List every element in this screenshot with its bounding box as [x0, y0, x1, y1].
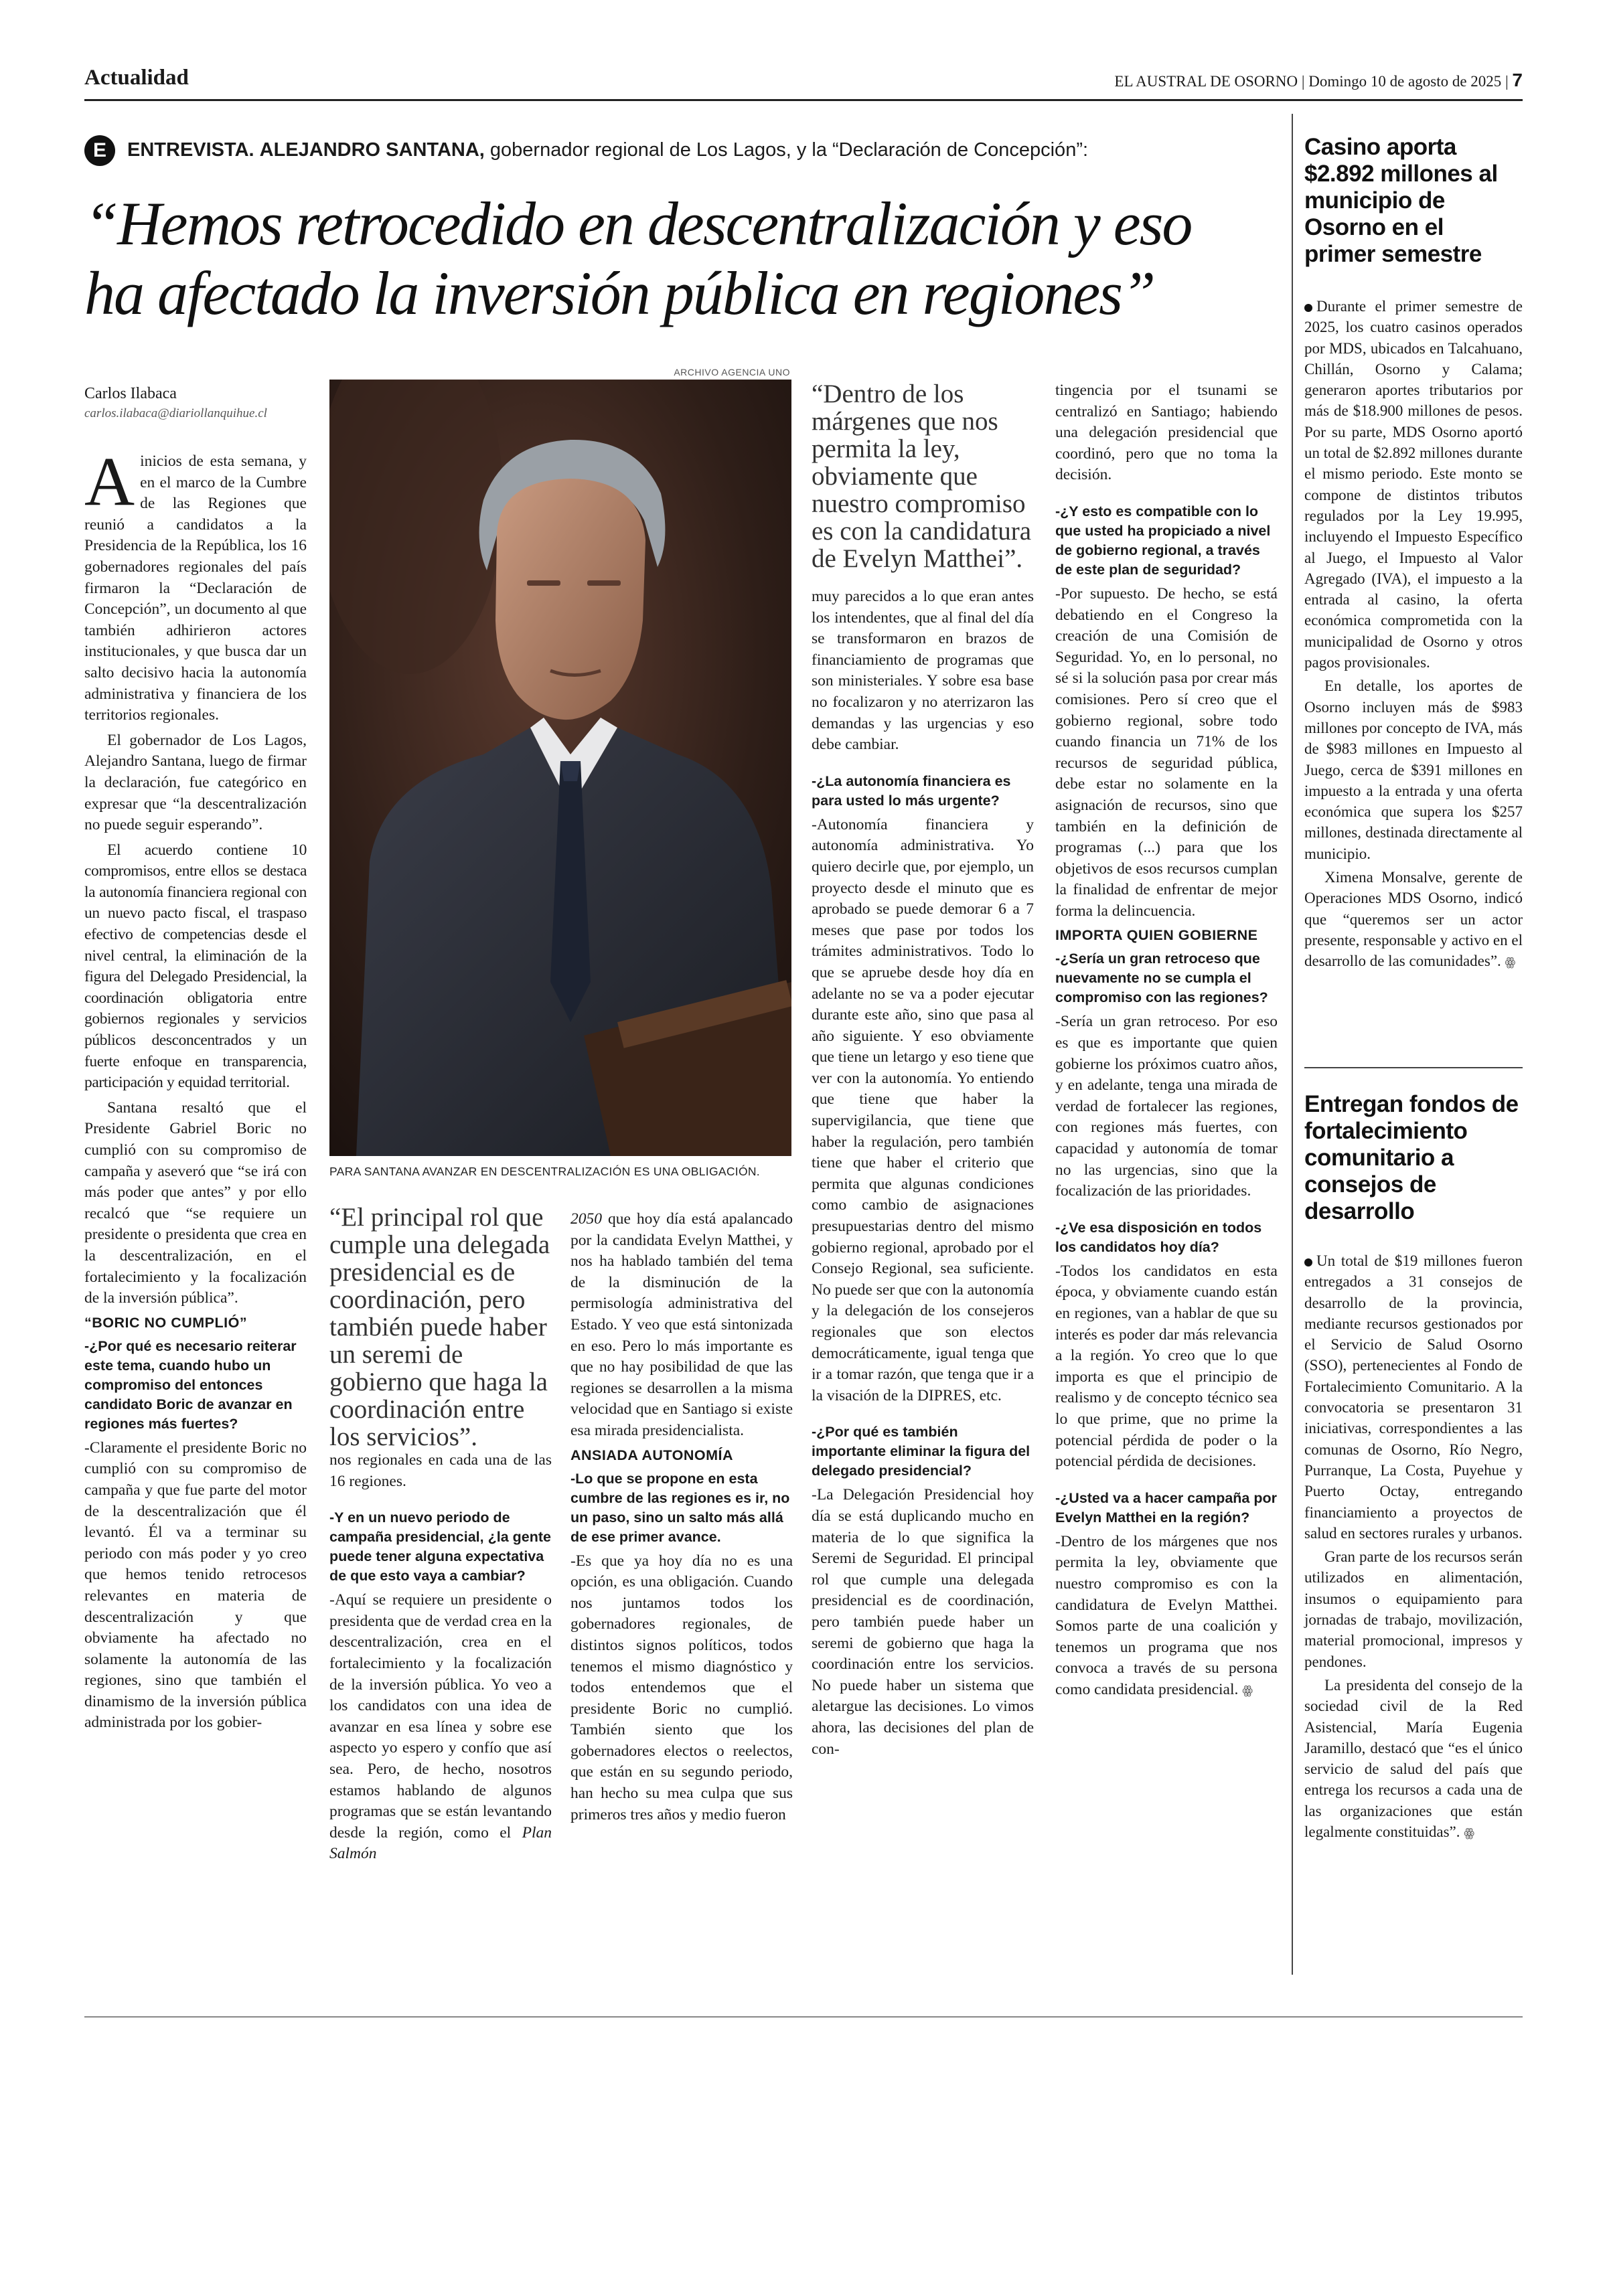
- bullet-icon: [1304, 304, 1312, 312]
- answer: -Es que ya hoy día no es una opción, es una obligación. Cuando nos juntamos todos los gobernadores regionales, de distintos signos políticos, todos tenemos el mismo diagnóstico y todos entendemos que el presidente Boric no cumplió. También siento que los gobernadores electos o reelectos, que están en su segundo periodo, han hecho su mea culpa que sus primeros tres años y medio fueron: [570, 1552, 793, 1823]
- sidebar2-p3: La presidenta del consejo de la sociedad civil de la Red Asistencial, María Eugenia Jaramillo, destacó que “es el único servicio de salud del país que entrega los recursos a cada una de las organizaciones que están legalmente constituidas”.: [1304, 1676, 1523, 1841]
- question: -Y en un nuevo periodo de campaña presidencial, ¿la gente puede tener alguna expectativa de que esto vaya a cambiar?: [329, 1509, 551, 1584]
- lead-paragraph: [84, 443, 307, 726]
- headline-line2: ha afectado la inversión pública en regiones”: [84, 259, 1155, 327]
- photo: [329, 380, 791, 1156]
- article-column-5: [1055, 380, 1278, 1706]
- photo-caption: PARA SANTANA AVANZAR EN DESCENTRALIZACIÓN ES UNA OBLIGACIÓN.: [329, 1165, 760, 1178]
- kicker-badge: E: [84, 135, 115, 166]
- newspaper-name: EL AUSTRAL DE OSORNO: [1114, 73, 1298, 90]
- drop-cap: A: [84, 443, 135, 520]
- sidebar2-paragraph: [1304, 1675, 1523, 1843]
- question: -¿Ve esa disposición en todos los candidatos hoy día?: [1055, 1219, 1262, 1255]
- subhead: ANSIADA AUTONOMÍA: [570, 1447, 734, 1463]
- header-separator2: |: [1505, 73, 1513, 90]
- sidebar-separator: [1304, 1067, 1523, 1068]
- question: -¿Sería un gran retroceso que nuevamente no se cumpla el compromiso con las regiones?: [1055, 951, 1268, 1006]
- paragraph: El acuerdo contiene 10 compromisos, entre ellos se destaca la autonomía financiera regional con un nuevo pacto fiscal, el traspaso efectivo de competencias desde el nivel central, la eliminación de la figura del Delegado Presidencial, la coordinación obligatoria entre gobiernos regionales y servicios públicos desconcentrados y un fuerte enfoque en transparencia, participación y equidad territorial.: [84, 841, 307, 1092]
- subhead: “BORIC NO CUMPLIÓ”: [84, 1314, 248, 1331]
- header-date: Domingo 10 de agosto de 2025: [1308, 73, 1502, 90]
- kicker-label: ENTREVISTA.: [127, 139, 254, 161]
- portrait-illustration: [329, 380, 791, 1156]
- answer-text: -Aquí se requiere un presidente o presidenta que de verdad crea en la descentralización, crea en el fortalecimiento y la focalización de la inversión pública. Yo veo a los candidatos con una idea de avanzar en esa línea y sobre ese aspecto yo espero y confío que así sea. Pero, de hecho, nosotros estamos hablando de algunos programas que se están levantando desde la región, como el: [329, 1591, 552, 1841]
- bullet-icon: [1304, 1258, 1312, 1266]
- sidebar2-paragraph: [1304, 1250, 1523, 1544]
- article-column-4: [812, 586, 1034, 1764]
- photo-credit: ARCHIVO AGENCIA UNO: [674, 367, 790, 378]
- answer: [329, 1590, 552, 1865]
- byline-author: Carlos Ilabaca: [84, 385, 177, 402]
- answer: -Todos los candidatos en esta época, y obviamente cuando están en regiones, van a hablar de que su interés es poder dar más relevancia a la región. Yo creo que lo que importa es que el principio de realismo y de concepto técnico sea lo que prime, que no prime la potencial pérdida de poder o la potencial pérdida de decisiones.: [1055, 1262, 1278, 1471]
- sidebar1-paragraph: [1304, 867, 1523, 973]
- answer-cont: nos regionales en cada una de las 16 regiones.: [329, 1451, 552, 1490]
- sidebar2-paragraph: Gran parte de los recursos serán utilizados en alimentación, insumos o equipamiento para jornadas de trabajo, movilización, material promocional, impresos y pendones.: [1304, 1548, 1523, 1670]
- kicker: [84, 135, 1290, 169]
- article-column-2: [329, 1450, 552, 1869]
- subhead: IMPORTA QUIEN GOBIERNE: [1055, 927, 1258, 944]
- question: -¿Por qué es necesario reiterar este tema, cuando hubo un compromiso del entonces candidato Boric de avanzar en regiones más fuertes?: [84, 1337, 297, 1432]
- end-mark-icon: ꙮ: [1242, 1683, 1253, 1698]
- header-rule: [84, 99, 1523, 101]
- paragraph: El gobernador de Los Lagos, Alejandro Santana, luego de firmar la declaración, fue categórico en expresar que “la descentralización no puede seguir esperando”.: [84, 731, 307, 834]
- answer-text: -Dentro de los márgenes que nos permita la ley, obviamente que nuestro compromiso es con la candidatura de Evelyn Matthei. Somos parte de una coalición y tenemos un programa que nos convoca a través de su persona como candidata presidencial.: [1055, 1532, 1278, 1698]
- kicker-name: ALEJANDRO SANTANA,: [259, 139, 485, 161]
- answer-italic: 2050: [570, 1210, 602, 1228]
- article-column-3: [570, 1209, 793, 1829]
- paragraph: Santana resaltó que el Presidente Gabriel Boric no cumplió con su compromiso de campaña y aseveró que “se irá con más poder que antes” y por ello recalcó que “se requiere un presidente o presidenta que crea en la descentralización, en el fortalecimiento y la focalización de la inversión pública”.: [84, 1098, 307, 1307]
- end-mark-icon: ꙮ: [1505, 955, 1516, 970]
- headline: [84, 189, 1290, 328]
- question: -¿Y esto es compatible con lo que usted ha propiciado a nivel de gobierno regional, a través de este plan de seguridad?: [1055, 503, 1271, 578]
- sidebar1-p1: Durante el primer semestre de 2025, los cuatro casinos operados por MDS, ubicados en Talcahuano, Chillán, Osorno y Calama; generaron aportes tributarios por más de $18.900 millones de pesos. Por su parte, MDS Osorno aportó un total de $2.892 millones durante el mismo periodo. Este monto se compone de distintos tributos regulados por la Ley 19.995, incluyendo el Impuesto Específico al Juego, el Impuesto al Valor Agregado (IVA), el impuesto a la entrada al casino, la oferta económica comprometida con la municipalidad de Osorno y otros pagos provisionales.: [1304, 298, 1523, 671]
- header-separator: |: [1301, 73, 1309, 90]
- question: -Lo que se propone en esta cumbre de las regiones es ir, no un paso, sino un salto más allá de ese primer avance.: [570, 1470, 790, 1545]
- sidebar2-p1: Un total de $19 millones fueron entregados a 31 consejos de desarrollo de la provincia, mediante recursos gestionados por el Servicio de Salud Osorno (SSO), pertenecientes al Fondo de Fortalecimiento Comunitario. A la convocatoria se presentaron 31 iniciativas, correspondientes a las comunas de Osorno, Río Negro, Purranque, La Costa, Puyehue y Puerto Octay, entregando financiamiento a proyectos de salud en sectores rurales y urbanos.: [1304, 1252, 1523, 1542]
- page-number: 7: [1512, 70, 1523, 90]
- lead-text: inicios de esta semana, y en el marco de la Cumbre de las Regiones que reunió a candidatos a la Presidencia de la República, los 16 gobernadores regionales del país firmaron la “Declaración de Concepción”, un documento al que también adhirieron actores institucionales, y que busca dar un salto decisivo hacia la autonomía administrativa y financiera de los territorios regionales.: [84, 453, 307, 724]
- page-header: [84, 63, 1523, 96]
- answer-text: que hoy día está apalancado por la candidata Evelyn Matthei, y nos ha hablado también del tema de la disminución de la permisología administrativa del Estado. Y veo que está sintonizada en eso. Pero lo más importante es que no hay posibilidad de que las regiones se desarrollen a la misma velocidad que en Santiago si existe esa mirada presidencialista.: [570, 1210, 793, 1439]
- answer-cont: muy parecidos a lo que eran antes los intendentes, que al final del día se transformaron en brazos de financiamiento de programas que son ministeriales. Y sobre esa base no focalizaron y no aterrizaron las demandas y las urgencias y eso debe cambiar.: [812, 588, 1034, 754]
- answer: -La Delegación Presidencial hoy día se está duplicando mucho en materia de lo que significa la Seremi de Seguridad. El principal rol que cumple una delegada presidencial es de coordinación, pero también puede haber un seremi de gobierno que haga la coordinación entre los servicios. No puede haber un sistema que aletargue las decisiones. Lo vimos ahora, las decisiones del plan de con-: [812, 1486, 1034, 1758]
- sidebar1-title: Casino aporta $2.892 millones al municipio de Osorno en el primer semestre: [1304, 134, 1498, 267]
- article-column-1: [84, 443, 307, 1738]
- sidebar1-paragraph: [1304, 296, 1523, 673]
- answer-cont: [570, 1209, 793, 1442]
- answer: [1055, 1532, 1278, 1702]
- sidebar2-body: [1304, 1250, 1523, 1846]
- pull-quote-1: “Dentro de los márgenes que nos permita la ley, obviamente que nuestro compromiso es con la candidatura de Evelyn Matthei”.: [812, 380, 1032, 573]
- answer: -Por supuesto. De hecho, se está debatiendo en el Congreso la creación de una Comisión de Seguridad. Yo, en lo personal, no sé si la solución pasa por crear más comisiones. Pero sí creo que el gobierno regional, sobre todo cuando financia un 71% de los recursos de seguridad pública, debe estar no solamente en la asignación de recursos, sino que también en la definición de programas (...) para que los objetivos de esos recursos cumplan la finalidad de enfrentar de mejor forma la delincuencia.: [1055, 584, 1278, 920]
- answer: -Sería un gran retroceso. Por eso es que es importante que quien gobierne los próximos cuatro años, y en adelante, tenga una mirada de verdad de fortalecer las regiones, con regiones más fuertes, con capacidad y autonomía de tomar no las urgencias, sino que la focalización de las prioridades.: [1055, 1013, 1278, 1200]
- question: -¿Usted va a hacer campaña por Evelyn Matthei en la región?: [1055, 1489, 1277, 1526]
- kicker-text: [127, 139, 1088, 161]
- answer-italic: Plan Salmón: [329, 1823, 552, 1863]
- sidebar1-paragraph: En detalle, los aportes de Osorno incluyen más de $983 millones por concepto de IVA, más de $983 millones en Impuesto al Juego, cerca de $391 millones en impuesto a la entrada y una oferta económica que supera los $257 millones, destinada directamente al municipio.: [1304, 677, 1523, 862]
- pull-quote-2: “El principal rol que cumple una delegada presidencial es de coordinación, pero también puede haber un seremi de gobierno que haga la coordinación entre los servicios”.: [329, 1203, 550, 1451]
- question: -¿La autonomía financiera es para usted lo más urgente?: [812, 772, 1011, 809]
- byline-email[interactable]: carlos.ilabaca@diariollanquihue.cl: [84, 406, 267, 420]
- sidebar-divider: [1292, 114, 1293, 1975]
- end-mark-icon: ꙮ: [1464, 1826, 1475, 1841]
- sidebar1-p3: Ximena Monsalve, gerente de Operaciones MDS Osorno, indicó que “queremos ser un actor presente, responsable y activo en el desarrollo de las comunidades”.: [1304, 869, 1523, 970]
- kicker-rest: gobernador regional de Los Lagos, y la “Declaración de Concepción”:: [489, 139, 1089, 161]
- answer: -Autonomía financiera y autonomía administrativa. Yo quiero decirle que, por ejemplo, un proyecto desde el minuto que es aprobado se puede demorar 6 a 7 meses que pase por todos los trámites administrativos. Todo lo que se apruebe desde hoy día en adelante no se va a poder ejecutar durante este año, sino que pasa al año siguiente. Y eso obviamente que tiene un letargo y eso tiene que ver con la autonomía. Yo entiendo que tiene que haber la supervigilancia, que tiene que haber la regulación, pero también tiene que haber el criterio que permita que algunas condiciones como cambio de asignaciones presupuestarias dentro del mismo gobierno regional, aprobado por el Consejo Regional, sea suficiente. No puede ser que con la autonomía y la delegación de los consejeros regionales que son electos democráticamente, igual tenga que ir a tomar razón, que tenga que ir a la visación de la DIPRES, etc.: [812, 815, 1034, 1404]
- byline: [84, 383, 305, 423]
- sidebar2-title: Entregan fondos de fortalecimiento comunitario a consejos de desarrollo: [1304, 1091, 1519, 1224]
- answer-cont: tingencia por el tsunami se centralizó en Santiago; habiendo una delegación presidencial que coordinó, pero que no toma la decisión.: [1055, 382, 1278, 484]
- answer: -Claramente el presidente Boric no cumplió con su compromiso de campaña y que fue parte del motor de la descentralización que él levantó. Él va a terminar su periodo con más poder y yo creo que hemos tenido retrocesos relevantes en materia de descentralización y que obviamente ha afectado no solamente la autonomía de las regiones, sino que también el dinamismo de la inversión pública administrada por los gobier-: [84, 1439, 307, 1732]
- header-right: [1114, 70, 1523, 91]
- footer-rule: [84, 2016, 1523, 2018]
- question: -¿Por qué es también importante eliminar la figura del delegado presidencial?: [812, 1424, 1030, 1479]
- headline-line1: “Hemos retrocedido en descentralización y eso: [84, 189, 1192, 258]
- sidebar1-body: [1304, 296, 1523, 976]
- section-label: Actualidad: [84, 66, 189, 90]
